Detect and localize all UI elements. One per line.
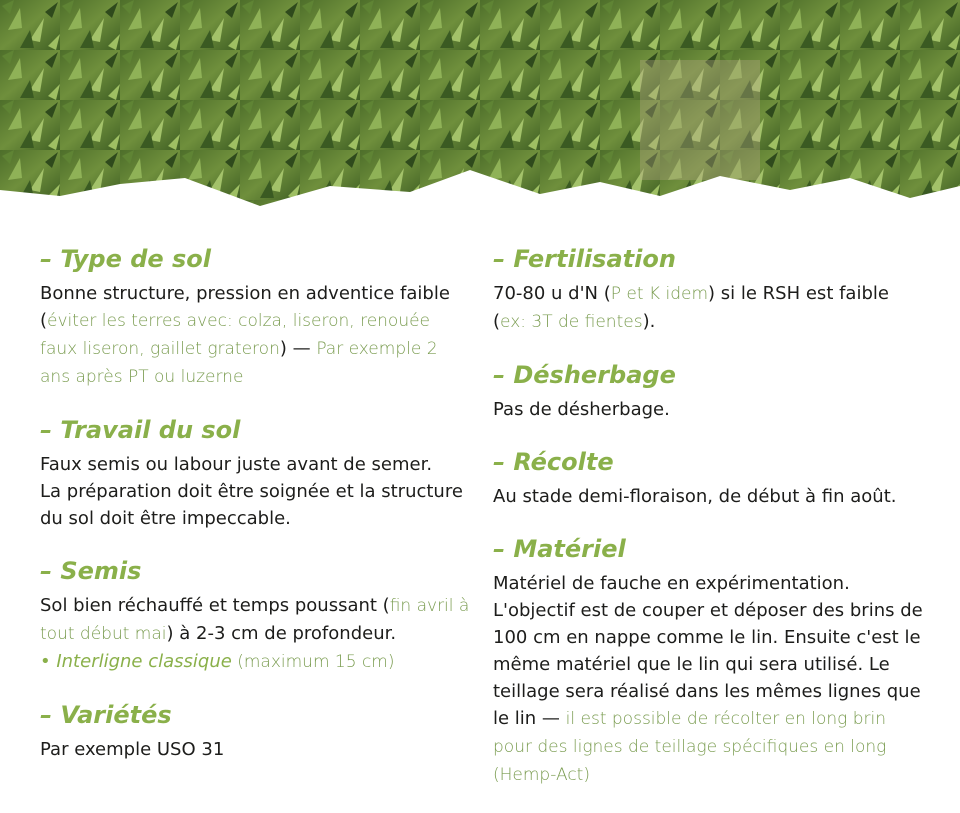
type-de-sol-text xyxy=(40,280,470,391)
heading-fertilisation: – Fertilisation xyxy=(493,245,676,273)
fert-text2: ) si le RSH est faible ( xyxy=(493,283,889,332)
type-de-sol-line1: Bonne structure, pression en adventice faible xyxy=(40,283,450,304)
semis-muted2: maximum 15 cm xyxy=(243,652,388,672)
semis-text2: ) à 2-3 cm de profondeur. xyxy=(166,623,397,644)
travail-du-sol-text xyxy=(40,451,470,532)
semis-paren-open: ( xyxy=(231,652,244,672)
heading-materiel: – Matériel xyxy=(493,535,626,563)
heading-recolte: – Récolte xyxy=(493,448,614,476)
left-column xyxy=(40,244,470,787)
heading-semis: – Semis xyxy=(40,557,142,585)
fertilisation-text xyxy=(493,280,923,336)
paren-close: ) — xyxy=(279,338,317,359)
hemp-field-photo-icon xyxy=(0,0,960,215)
section-semis xyxy=(40,556,470,676)
recolte-text: Au stade demi-floraison, de début à fin août. xyxy=(493,486,897,507)
semis-text1: Sol bien réchauffé et temps poussant ( xyxy=(40,595,390,616)
section-materiel xyxy=(493,534,923,789)
section-fertilisation xyxy=(493,244,923,336)
section-travail-du-sol xyxy=(40,415,470,532)
materiel-line2: L'objectif est de couper et déposer des brins de 100 cm en nappe comme le lin. Ensuite c'est le même matériel que le lin qui sera utilisé. Le teillage sera réalisé dans les mêmes lignes que le lin — xyxy=(493,600,923,729)
materiel-text xyxy=(493,570,923,789)
travail-line2: La préparation doit être soignée et la structure du sol doit être impeccable. xyxy=(40,481,463,529)
semis-muted1: fin avril à tout début mai xyxy=(40,596,470,644)
section-desherbage xyxy=(493,360,923,423)
heading-desherbage: – Désherbage xyxy=(493,361,676,389)
section-varietes xyxy=(40,700,470,763)
section-type-de-sol xyxy=(40,244,470,391)
heading-type-de-sol: – Type de sol xyxy=(40,245,212,273)
desherbage-text: Pas de désherbage. xyxy=(493,399,670,420)
heading-varietes: – Variétés xyxy=(40,701,172,729)
hero-photo xyxy=(0,0,960,215)
varietes-text: Par exemple USO 31 xyxy=(40,739,225,760)
paren-open: ( xyxy=(40,310,48,331)
semis-bullet: • Interligne classique xyxy=(40,651,232,672)
type-de-sol-muted1: éviter les terres avec: colza, liseron, renouée faux liseron, gaillet grateron xyxy=(40,311,431,359)
fert-text1: 70-80 u d'N ( xyxy=(493,283,611,304)
semis-paren-close: ) xyxy=(387,652,395,672)
materiel-muted1: il est possible de récolter en long brin pour des lignes de teillage spécifiques en long (Hemp-Act) xyxy=(493,709,887,785)
right-column xyxy=(493,244,923,813)
fert-muted1: P et K idem xyxy=(610,284,709,304)
fert-muted2: ex: 3T de fientes xyxy=(500,312,643,332)
semis-text xyxy=(40,592,470,676)
fert-text3: ). xyxy=(642,311,656,332)
travail-line1: Faux semis ou labour juste avant de semer. xyxy=(40,454,433,475)
materiel-line1: Matériel de fauche en expérimentation. xyxy=(493,573,850,594)
type-de-sol-muted2: Par exemple 2 ans après PT ou luzerne xyxy=(40,339,438,387)
heading-travail-du-sol: – Travail du sol xyxy=(40,416,241,444)
section-recolte xyxy=(493,447,923,510)
